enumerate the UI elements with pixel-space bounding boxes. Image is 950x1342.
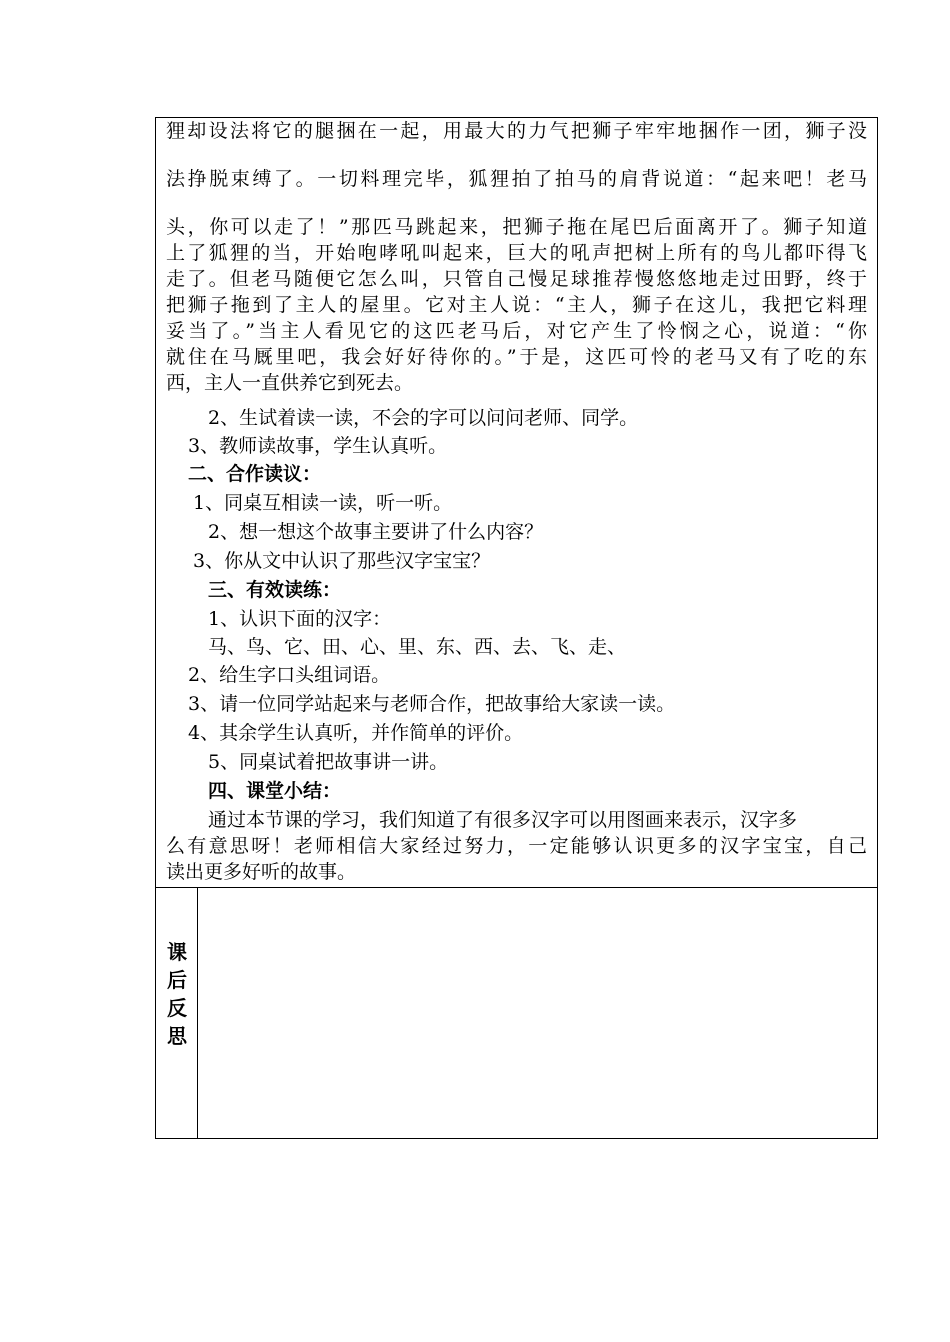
step-item: 2、想一想这个故事主要讲了什么内容？ <box>208 521 544 543</box>
story-line: 法挣脱束缚了。一切料理完毕，狐狸拍了拍马的肩背说道：“起来吧！老马 <box>166 168 867 190</box>
summary-line: 读出更多好听的故事。 <box>166 861 357 883</box>
step-item: 2、生试着读一读，不会的字可以问问老师、同学。 <box>208 407 639 429</box>
reflection-label-char: 思 <box>167 1024 187 1048</box>
lesson-table <box>155 117 878 1139</box>
story-line: 把狮子拖到了主人的屋里。它对主人说：“主人，狮子在这儿，我把它料理 <box>166 294 867 316</box>
section-heading: 四、课堂小结： <box>208 780 342 802</box>
story-line: 西，主人一直供养它到死去。 <box>166 372 414 394</box>
step-item: 3、教师读故事，学生认真听。 <box>188 435 448 457</box>
step-item: 3、你从文中认识了那些汉字宝宝？ <box>193 550 491 572</box>
story-line: 头，你可以走了！”那匹马跳起来，把狮子拖在尾巴后面离开了。狮子知道 <box>166 216 867 238</box>
summary-line: 么有意思呀！老师相信大家经过努力，一定能够认识更多的汉字宝宝，自己 <box>166 835 867 857</box>
summary-line: 通过本节课的学习，我们知道了有很多汉字可以用图画来表示，汉字多 <box>208 809 798 831</box>
story-line: 就住在马厩里吧，我会好好待你的。”于是，这匹可怜的老马又有了吃的东 <box>166 346 867 368</box>
lesson-content-cell <box>156 118 877 888</box>
story-line: 妥当了。”当主人看见它的这匹老马后，对它产生了怜悯之心，说道：“你 <box>166 320 867 342</box>
step-item: 3、请一位同学站起来与老师合作，把故事给大家读一读。 <box>188 693 676 715</box>
story-line: 上了狐狸的当，开始咆哮吼叫起来，巨大的吼声把树上所有的鸟儿都吓得飞 <box>166 242 867 264</box>
story-line: 走了。但老马随便它怎么叫，只管自己慢足球推荐慢悠悠地走过田野，终于 <box>166 268 867 290</box>
section-heading: 二、合作读议： <box>188 463 322 485</box>
reflection-label-char: 反 <box>167 996 187 1020</box>
reflection-row <box>156 888 877 1138</box>
step-item: 2、给生字口头组词语。 <box>188 664 391 686</box>
section-heading: 三、有效读练： <box>208 579 342 601</box>
reflection-label-cell <box>156 888 198 1138</box>
reflection-label <box>156 938 198 1050</box>
reflection-label-char: 课 <box>167 940 187 964</box>
step-item: 1、同桌互相读一读，听一听。 <box>193 492 453 514</box>
step-item: 1、认识下面的汉字： <box>208 608 392 630</box>
step-item: 4、其余学生认真听，并作简单的评价。 <box>188 722 524 744</box>
story-line: 狸却设法将它的腿捆在一起，用最大的力气把狮子牢牢地捆作一团，狮子没 <box>166 120 867 142</box>
reflection-label-char: 后 <box>167 968 187 992</box>
step-item: 5、同桌试着把故事讲一讲。 <box>208 751 449 773</box>
character-list: 马、鸟、它、田、心、里、东、西、去、飞、走、 <box>208 636 627 658</box>
reflection-content-cell[interactable] <box>198 888 877 1138</box>
